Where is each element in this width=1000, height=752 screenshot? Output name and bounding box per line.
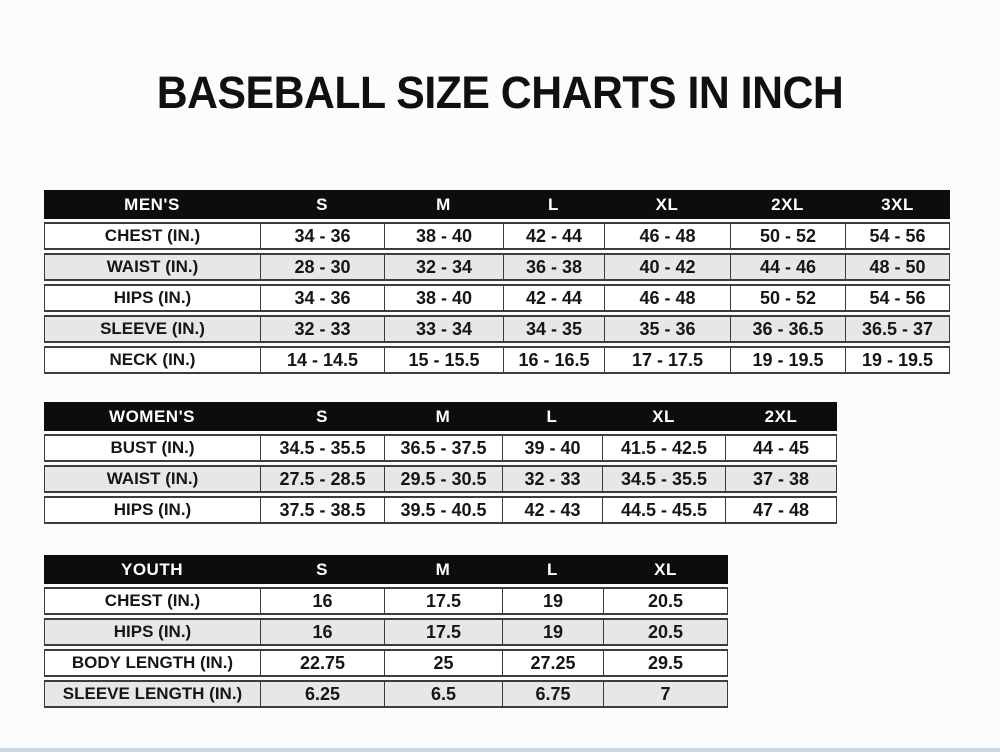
value-cell: 33 - 34 — [384, 315, 503, 343]
row-label: BODY LENGTH (IN.) — [44, 649, 260, 677]
table-row — [44, 496, 837, 524]
value-cell: 29.5 — [603, 649, 728, 677]
value-cell: 50 - 52 — [730, 284, 845, 312]
value-cell: 46 - 48 — [604, 222, 730, 250]
value-cell: 16 — [260, 587, 384, 615]
table-title-cell: WOMEN'S — [44, 402, 260, 431]
value-cell: 19 — [502, 618, 603, 646]
table-row — [44, 315, 950, 343]
value-cell: 17 - 17.5 — [604, 346, 730, 374]
value-cell: 39.5 - 40.5 — [384, 496, 502, 524]
table-row — [44, 618, 728, 646]
value-cell: 32 - 34 — [384, 253, 503, 281]
value-cell: 25 — [384, 649, 502, 677]
value-cell: 37.5 - 38.5 — [260, 496, 384, 524]
mens-size-table-section — [44, 187, 950, 377]
row-label: CHEST (IN.) — [44, 587, 260, 615]
value-cell: 6.75 — [502, 680, 603, 708]
row-label: NECK (IN.) — [44, 346, 260, 374]
size-column-header: 3XL — [845, 190, 950, 219]
womens-size-table-section — [44, 399, 837, 527]
value-cell: 44 - 46 — [730, 253, 845, 281]
value-cell: 48 - 50 — [845, 253, 950, 281]
size-column-header: L — [502, 402, 602, 431]
value-cell: 40 - 42 — [604, 253, 730, 281]
value-cell: 34.5 - 35.5 — [260, 434, 384, 462]
size-column-header: L — [503, 190, 604, 219]
size-column-header: S — [260, 555, 384, 584]
size-column-header: XL — [604, 190, 730, 219]
row-label: SLEEVE LENGTH (IN.) — [44, 680, 260, 708]
value-cell: 54 - 56 — [845, 222, 950, 250]
value-cell: 6.25 — [260, 680, 384, 708]
size-column-header: 2XL — [730, 190, 845, 219]
size-column-header: XL — [602, 402, 725, 431]
page-title: BASEBALL SIZE CHARTS IN INCH — [156, 67, 844, 118]
table-row — [44, 649, 728, 677]
value-cell: 39 - 40 — [502, 434, 602, 462]
row-label: BUST (IN.) — [44, 434, 260, 462]
size-column-header: M — [384, 402, 502, 431]
value-cell: 29.5 - 30.5 — [384, 465, 502, 493]
row-label: WAIST (IN.) — [44, 253, 260, 281]
table-title-cell: MEN'S — [44, 190, 260, 219]
row-label: HIPS (IN.) — [44, 618, 260, 646]
value-cell: 47 - 48 — [725, 496, 837, 524]
value-cell: 34 - 36 — [260, 222, 384, 250]
table-row — [44, 587, 728, 615]
size-column-header: S — [260, 402, 384, 431]
row-label: CHEST (IN.) — [44, 222, 260, 250]
value-cell: 36 - 38 — [503, 253, 604, 281]
value-cell: 34 - 36 — [260, 284, 384, 312]
table-row — [44, 253, 950, 281]
value-cell: 16 - 16.5 — [503, 346, 604, 374]
value-cell: 19 - 19.5 — [730, 346, 845, 374]
value-cell: 34.5 - 35.5 — [602, 465, 725, 493]
value-cell: 22.75 — [260, 649, 384, 677]
womens-size-table — [44, 399, 837, 527]
size-column-header: M — [384, 190, 503, 219]
value-cell: 19 — [502, 587, 603, 615]
value-cell: 36.5 - 37 — [845, 315, 950, 343]
table-row — [44, 346, 950, 374]
row-label: SLEEVE (IN.) — [44, 315, 260, 343]
value-cell: 20.5 — [603, 618, 728, 646]
value-cell: 54 - 56 — [845, 284, 950, 312]
youth-size-table-section — [44, 552, 728, 711]
row-label: HIPS (IN.) — [44, 496, 260, 524]
value-cell: 6.5 — [384, 680, 502, 708]
value-cell: 38 - 40 — [384, 284, 503, 312]
value-cell: 16 — [260, 618, 384, 646]
value-cell: 19 - 19.5 — [845, 346, 950, 374]
size-column-header: M — [384, 555, 502, 584]
value-cell: 20.5 — [603, 587, 728, 615]
value-cell: 32 - 33 — [502, 465, 602, 493]
mens-size-table — [44, 187, 950, 377]
value-cell: 14 - 14.5 — [260, 346, 384, 374]
value-cell: 17.5 — [384, 618, 502, 646]
table-title-cell: YOUTH — [44, 555, 260, 584]
table-row — [44, 284, 950, 312]
value-cell: 41.5 - 42.5 — [602, 434, 725, 462]
value-cell: 37 - 38 — [725, 465, 837, 493]
value-cell: 17.5 — [384, 587, 502, 615]
size-column-header: S — [260, 190, 384, 219]
value-cell: 44 - 45 — [725, 434, 837, 462]
header-row — [44, 402, 837, 431]
table-row — [44, 434, 837, 462]
table-row — [44, 222, 950, 250]
bottom-edge-strip — [0, 748, 1000, 752]
value-cell: 27.25 — [502, 649, 603, 677]
value-cell: 42 - 43 — [502, 496, 602, 524]
value-cell: 34 - 35 — [503, 315, 604, 343]
value-cell: 36.5 - 37.5 — [384, 434, 502, 462]
header-row — [44, 555, 728, 584]
value-cell: 50 - 52 — [730, 222, 845, 250]
size-column-header: 2XL — [725, 402, 837, 431]
value-cell: 35 - 36 — [604, 315, 730, 343]
value-cell: 42 - 44 — [503, 222, 604, 250]
value-cell: 42 - 44 — [503, 284, 604, 312]
value-cell: 46 - 48 — [604, 284, 730, 312]
value-cell: 28 - 30 — [260, 253, 384, 281]
value-cell: 15 - 15.5 — [384, 346, 503, 374]
value-cell: 36 - 36.5 — [730, 315, 845, 343]
size-column-header: XL — [603, 555, 728, 584]
value-cell: 7 — [603, 680, 728, 708]
table-row — [44, 465, 837, 493]
row-label: WAIST (IN.) — [44, 465, 260, 493]
header-row — [44, 190, 950, 219]
value-cell: 32 - 33 — [260, 315, 384, 343]
value-cell: 38 - 40 — [384, 222, 503, 250]
youth-size-table — [44, 552, 728, 711]
size-column-header: L — [502, 555, 603, 584]
row-label: HIPS (IN.) — [44, 284, 260, 312]
value-cell: 44.5 - 45.5 — [602, 496, 725, 524]
table-row — [44, 680, 728, 708]
value-cell: 27.5 - 28.5 — [260, 465, 384, 493]
